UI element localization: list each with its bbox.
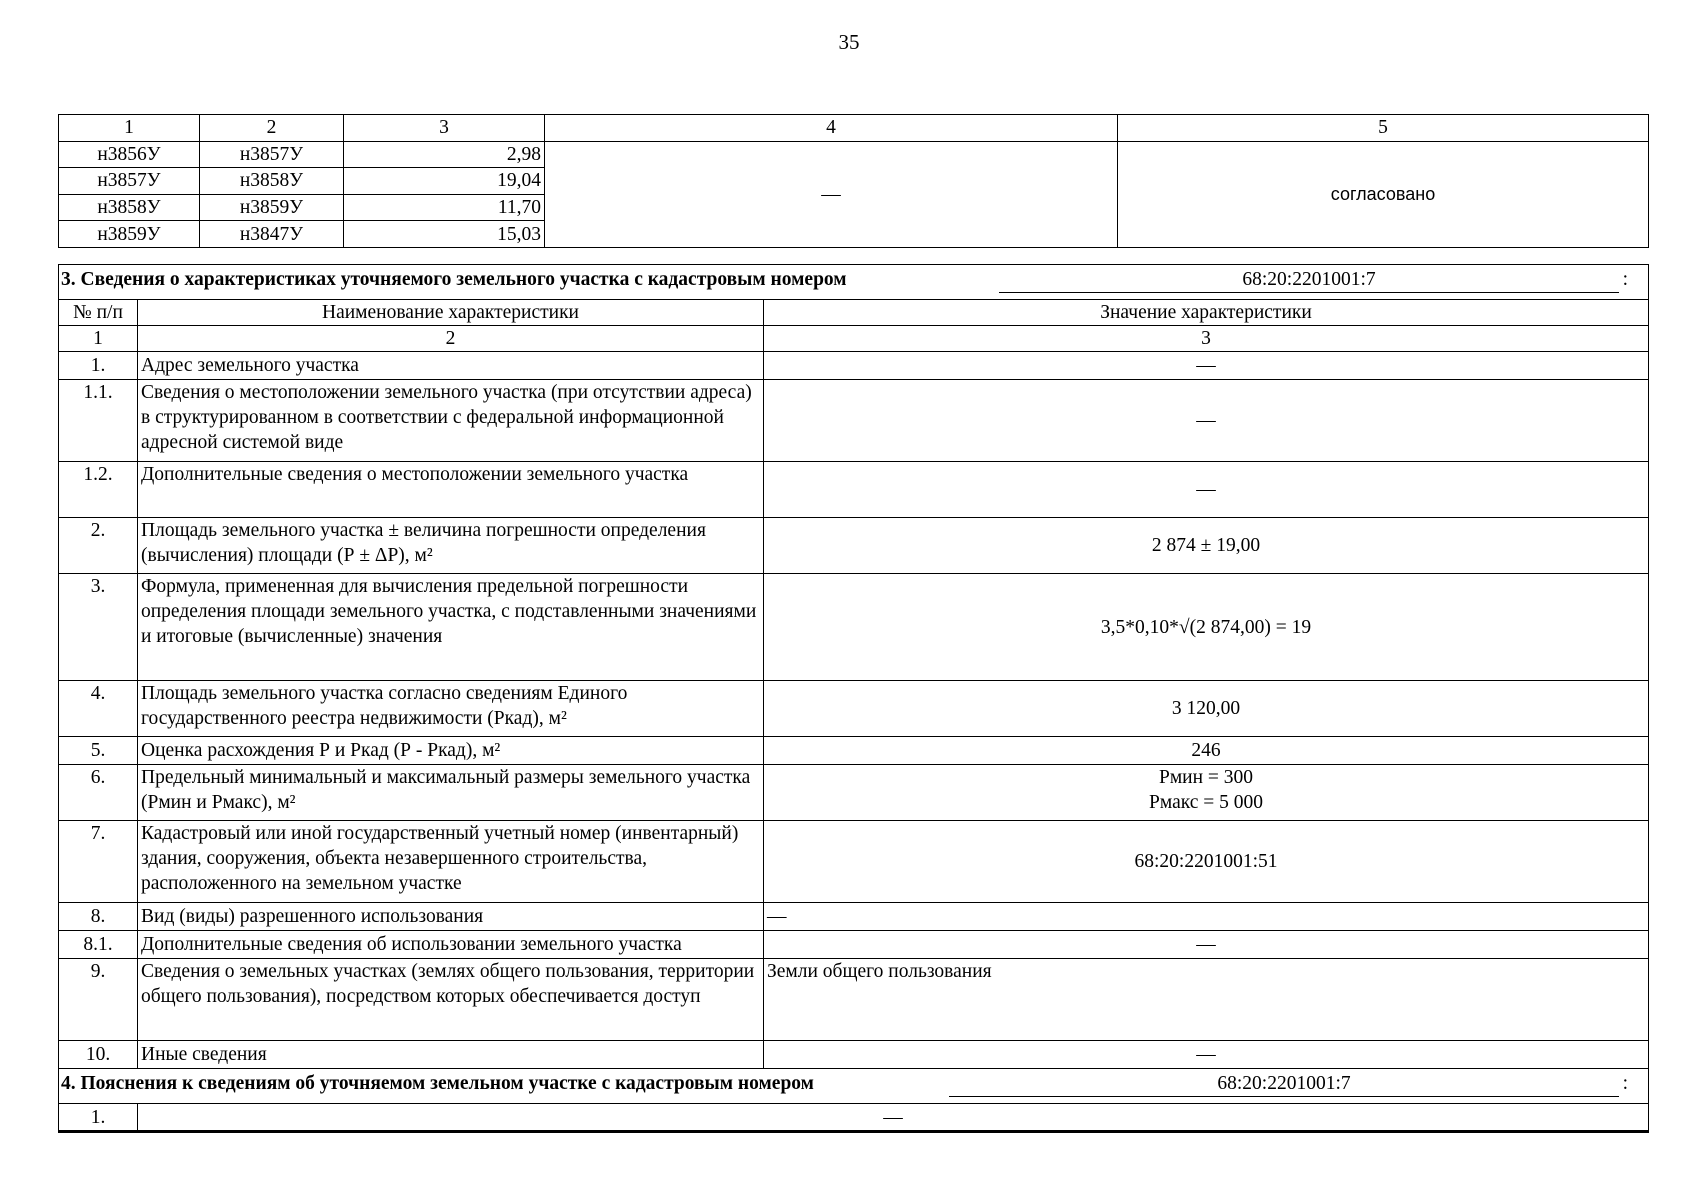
column-numbers-row [59, 115, 1649, 142]
row-value: 68:20:2201001:51 [764, 821, 1649, 903]
row-number: 1. [59, 1104, 138, 1132]
table-row [59, 380, 1649, 462]
point-from: н3856У [59, 141, 200, 168]
row-value: 3,5*0,10*√(2 874,00) = 19 [764, 574, 1649, 681]
table-row [59, 737, 1649, 765]
row-value: 246 [764, 737, 1649, 765]
row-name: Сведения о земельных участках (землях общего пользования, территории общего пользования), посредством которых обеспечивается доступ [138, 959, 764, 1041]
column-numbers-row [59, 326, 1649, 352]
col-number-5: 5 [1118, 115, 1649, 142]
page-number: 35 [838, 30, 860, 54]
row-value: — [764, 1041, 1649, 1069]
segment-length: 11,70 [344, 194, 545, 221]
row-name: Дополнительные сведения об использовании земельного участка [138, 931, 764, 959]
row-name: Площадь земельного участка ± величина погрешности определения (вычисления) площади (Р ± ΔР), м² [138, 518, 764, 574]
col4-value: — [545, 141, 1118, 247]
row-name: Предельный минимальный и максимальный размеры земельного участка (Рмин и Рмакс), м² [138, 765, 764, 821]
row-value: — [764, 931, 1649, 959]
max-size-value: Рмакс = 5 000 [1149, 792, 1263, 813]
row-value: — [764, 903, 1649, 931]
table-row [59, 352, 1649, 380]
section4-cadastral-number: 68:20:2201001:7 [949, 1071, 1619, 1097]
section3-header-row [59, 265, 1649, 300]
segment-length: 19,04 [344, 168, 545, 195]
section4-colon: : [1622, 1073, 1629, 1094]
row-name: Формула, примененная для вычисления предельной погрешности определения площади земельного участка, с подставленными значениями и итоговые (вычисленные) значения [138, 574, 764, 681]
boundary-table [58, 114, 1649, 248]
row-number: 8.1. [59, 931, 138, 959]
row-value: Земли общего пользования [764, 959, 1649, 1041]
point-from: н3859У [59, 221, 200, 248]
row-name: Дополнительные сведения о местоположении земельного участка [138, 462, 764, 518]
row-value: — [138, 1104, 1649, 1132]
row-number: 1.2. [59, 462, 138, 518]
point-to: н3857У [200, 141, 344, 168]
table-row [59, 765, 1649, 821]
row-number: 1. [59, 352, 138, 380]
characteristics-table [58, 264, 1649, 1133]
row-name: Адрес земельного участка [138, 352, 764, 380]
col-number-2: 2 [138, 326, 764, 352]
col-number-1: 1 [59, 326, 138, 352]
row-name: Сведения о местоположении земельного участка (при отсутствии адреса) в структурированном в соответствии с федеральной информационной адресной системой виде [138, 380, 764, 462]
table-row [59, 518, 1649, 574]
row-number: 5. [59, 737, 138, 765]
row-number: 9. [59, 959, 138, 1041]
row-name: Вид (виды) разрешенного использования [138, 903, 764, 931]
section3-title: 3. Сведения о характеристиках уточняемого земельного участка с кадастровым номером [61, 269, 847, 290]
point-to: н3847У [200, 221, 344, 248]
row-number: 7. [59, 821, 138, 903]
table-row [59, 1104, 1649, 1132]
header-name: Наименование характеристики [138, 300, 764, 326]
table-row [59, 903, 1649, 931]
section3-colon: : [1622, 269, 1629, 290]
col-number-1: 1 [59, 115, 200, 142]
segment-length: 2,98 [344, 141, 545, 168]
row-name: Оценка расхождения Р и Ркад (Р - Ркад), м² [138, 737, 764, 765]
min-size-value: Рмин = 300 [1158, 767, 1254, 788]
col-number-4: 4 [545, 115, 1118, 142]
col-number-3: 3 [764, 326, 1649, 352]
table-row [59, 681, 1649, 737]
row-value: — [764, 462, 1649, 518]
row-value: — [764, 352, 1649, 380]
point-to: н3858У [200, 168, 344, 195]
point-from: н3857У [59, 168, 200, 195]
table-row [59, 1041, 1649, 1069]
section4-title: 4. Пояснения к сведениям об уточняемом земельном участке с кадастровым номером [61, 1073, 814, 1094]
header-value: Значение характеристики [764, 300, 1649, 326]
header-number: № п/п [59, 300, 138, 326]
row-number: 6. [59, 765, 138, 821]
headers-row [59, 300, 1649, 326]
row-value: 2 874 ± 19,00 [764, 518, 1649, 574]
agreement-status: согласовано [1118, 141, 1649, 247]
table-row [59, 462, 1649, 518]
col-number-2: 2 [200, 115, 344, 142]
row-number: 4. [59, 681, 138, 737]
row-number: 2. [59, 518, 138, 574]
row-name: Иные сведения [138, 1041, 764, 1069]
row-value: 3 120,00 [764, 681, 1649, 737]
point-from: н3858У [59, 194, 200, 221]
row-value: — [764, 380, 1649, 462]
row-number: 10. [59, 1041, 138, 1069]
table-row [59, 574, 1649, 681]
point-to: н3859У [200, 194, 344, 221]
segment-length: 15,03 [344, 221, 545, 248]
table-row [59, 959, 1649, 1041]
row-name: Площадь земельного участка согласно сведениям Единого государственного реестра недвижимости (Ркад), м² [138, 681, 764, 737]
row-number: 1.1. [59, 380, 138, 462]
row-name: Кадастровый или иной государственный учетный номер (инвентарный) здания, сооружения, объекта незавершенного строительства, расположенного на земельном участке [138, 821, 764, 903]
col-number-3: 3 [344, 115, 545, 142]
row-number: 8. [59, 903, 138, 931]
section4-header-row [59, 1069, 1649, 1104]
row-value [764, 765, 1649, 821]
table-row [59, 141, 1649, 168]
table-row [59, 931, 1649, 959]
row-number: 3. [59, 574, 138, 681]
section3-cadastral-number: 68:20:2201001:7 [999, 267, 1619, 293]
table-row [59, 821, 1649, 903]
